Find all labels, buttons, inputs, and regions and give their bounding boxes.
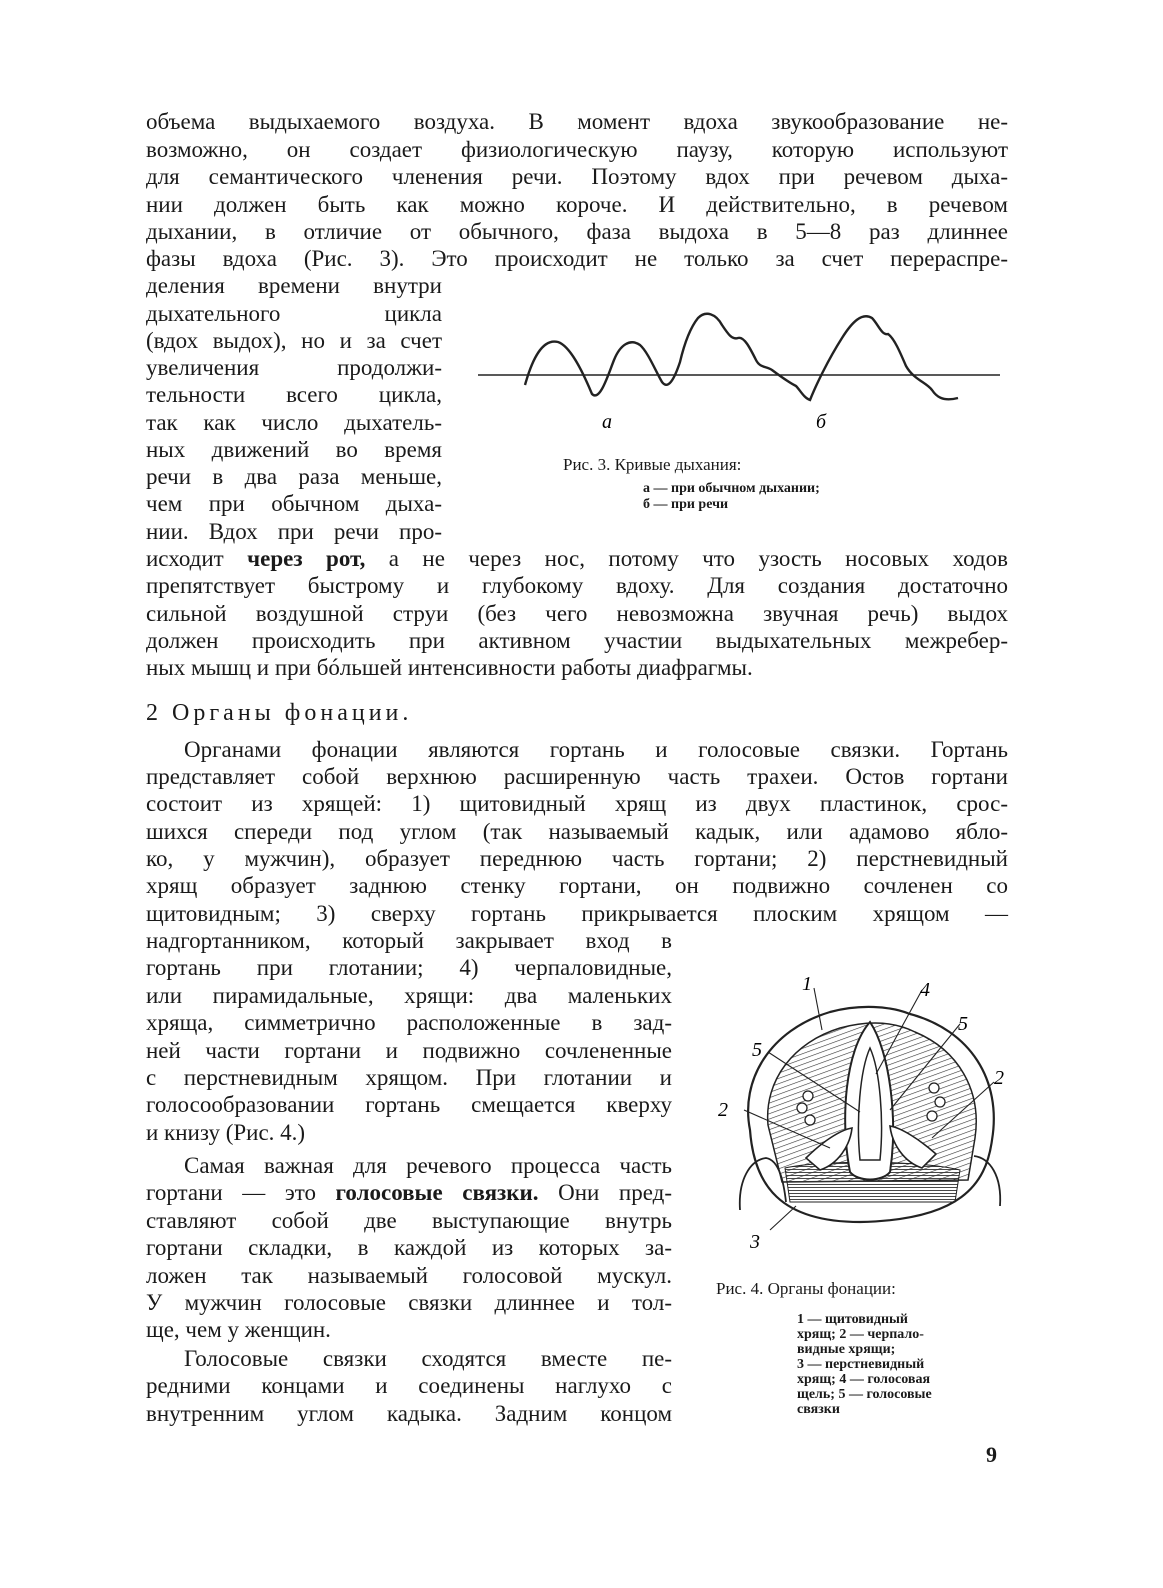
text-line: Органами фонации являются гортань и голосовые связки. Гортань: [184, 737, 1008, 762]
text-line: редними концами и соединены наглухо с: [146, 1373, 672, 1398]
text-line: ных движений во время: [146, 437, 442, 462]
text-line: возможно, он создает физиологическую паузу, которую используют: [146, 137, 1008, 162]
text-line: и книзу (Рис. 4.): [146, 1120, 306, 1145]
text-line: щитовидным; 3) сверху гортань прикрывается плоским хрящом —: [146, 901, 1008, 926]
bold-phrase: голосовые связки.: [335, 1180, 539, 1205]
text-line: дыхании, в отличие от обычного, фаза выдоха в 5—8 раз длиннее: [146, 219, 1008, 244]
text-line: Голосовые связки сходятся вместе пе-: [184, 1346, 672, 1371]
text-line: с перстневидным хрящом. При глотании и: [146, 1065, 672, 1090]
text-line: шихся спереди под углом (так называемый кадык, или адамово ябло-: [146, 819, 1008, 844]
text-line: У мужчин голосовые связки длиннее и тол-: [146, 1290, 672, 1315]
text-line: или пирамидальные, хрящи: два маленьких: [146, 983, 672, 1008]
cartilage-node: [935, 1097, 945, 1107]
figure-label: 4: [920, 979, 930, 1001]
cartilage-node: [797, 1103, 807, 1113]
figure-label: 5: [958, 1013, 968, 1035]
breathing-curve: [525, 314, 958, 400]
text-line: так как число дыхатель-: [146, 410, 442, 435]
text-line: деления времени внутри: [146, 273, 442, 298]
text-line: фазы вдоха (Рис. 3). Это происходит не только за счет перераспре-: [146, 246, 1008, 271]
text-line: ставляют собой две выступающие внутрь: [146, 1208, 672, 1233]
text-line: нии. Вдох при речи про-: [146, 519, 442, 544]
larynx-diagram: [710, 970, 1010, 1260]
figure-4-caption-item: связки: [797, 1402, 840, 1417]
bold-phrase: через рот,: [247, 546, 366, 571]
figure-4-caption-item: 3 — перстневидный: [797, 1357, 925, 1372]
figure-label: 3: [750, 1231, 760, 1253]
figure-4-caption-item: 1 — щитовидный: [797, 1312, 909, 1327]
text-line: речи в два раза меньше,: [146, 464, 442, 489]
cartilage-node: [803, 1091, 813, 1101]
section-heading: 2 Органы фонации.: [146, 700, 413, 726]
leader-line-3: [770, 1206, 796, 1230]
text-line: тельности всего цикла,: [146, 382, 442, 407]
figure-3-caption-item: а — при обычном дыхании;: [643, 481, 820, 496]
figure-label: 1: [802, 973, 812, 995]
text-line: (вдох выдох), но и за счет: [146, 328, 442, 353]
breathing-curves-figure: [470, 290, 1010, 440]
text-line: голосообразовании гортань смещается кверху: [146, 1092, 672, 1117]
text-line: объема выдыхаемого воздуха. В момент вдоха звукообразование не-: [146, 109, 1008, 134]
text-line: Самая важная для речевого процесса часть: [184, 1153, 672, 1178]
text-line: представляет собой верхнюю расширенную часть трахеи. Остов гортани: [146, 764, 1008, 789]
figure-4-caption-item: видные хрящи;: [797, 1342, 896, 1357]
text-line: хряща, симметрично расположенные в зад-: [146, 1010, 672, 1035]
text-line: препятствует быстрому и глубокому вдоху. Для создания достаточно: [146, 573, 1008, 598]
text-line: хрящ образует заднюю стенку гортани, он подвижно сочленен со: [146, 873, 1008, 898]
figure-label: 2: [994, 1067, 1004, 1089]
text-line: сильной воздушной струи (без чего невозможна звучная речь) выдох: [146, 601, 1008, 626]
figure-3-caption-title: Рис. 3. Кривые дыхания:: [563, 455, 742, 474]
figure-label: 2: [718, 1099, 728, 1121]
figure-label-a: а: [602, 411, 612, 433]
figure-4-caption-item: хрящ; 2 — черпало-: [797, 1327, 924, 1342]
text-line: гортани складки, в каждой из которых за-: [146, 1235, 672, 1260]
figure-3-caption-item: б — при речи: [643, 497, 729, 512]
text-line: увеличения продолжи-: [146, 355, 442, 380]
text-line: дыхательного цикла: [146, 301, 442, 326]
text-line: внутренним углом кадыка. Задним концом: [146, 1401, 672, 1426]
text-line: надгортанником, который закрывает вход в: [146, 928, 672, 953]
text-line: чем при обычном дыха-: [146, 491, 442, 516]
cartilage-node: [805, 1115, 815, 1125]
text-line: гортани — это голосовые связки. Они пред-: [146, 1180, 672, 1205]
cartilage-node: [927, 1111, 937, 1121]
text-line: нии должен быть как можно короче. И действительно, в речевом: [146, 192, 1008, 217]
figure-label: 5: [752, 1039, 762, 1061]
figure-4-caption-item: хрящ; 4 — голосовая: [797, 1372, 931, 1387]
cartilage-node: [929, 1083, 939, 1093]
page-number: 9: [986, 1442, 997, 1467]
text-line: гортань при глотании; 4) черпаловидные,: [146, 955, 672, 980]
text-line: ных мышц и при бóльшей интенсивности работы диафрагмы.: [146, 655, 753, 680]
text-line: для семантического членения речи. Поэтому вдох при речевом дыха-: [146, 164, 1008, 189]
text-line: ко, у мужчин), образует переднюю часть гортани; 2) перстневидный: [146, 846, 1008, 871]
text-line: должен происходить при активном участии выдыхательных межребер-: [146, 628, 1008, 653]
text-line: состоит из хрящей: 1) щитовидный хрящ из двух пластинок, срос-: [146, 791, 1008, 816]
figure-label-b: б: [816, 411, 827, 433]
figure-4-caption-item: щель; 5 — голосовые: [797, 1387, 932, 1402]
text-line: ще, чем у женщин.: [146, 1317, 331, 1342]
text-line: ней части гортани и подвижно сочлененные: [146, 1038, 672, 1063]
text-line: ложен так называемый голосовой мускул.: [146, 1263, 672, 1288]
text-line: исходит через рот, а не через нос, потому что узость носовых ходов: [146, 546, 1008, 571]
figure-4-caption-title: Рис. 4. Органы фонации:: [716, 1279, 896, 1298]
